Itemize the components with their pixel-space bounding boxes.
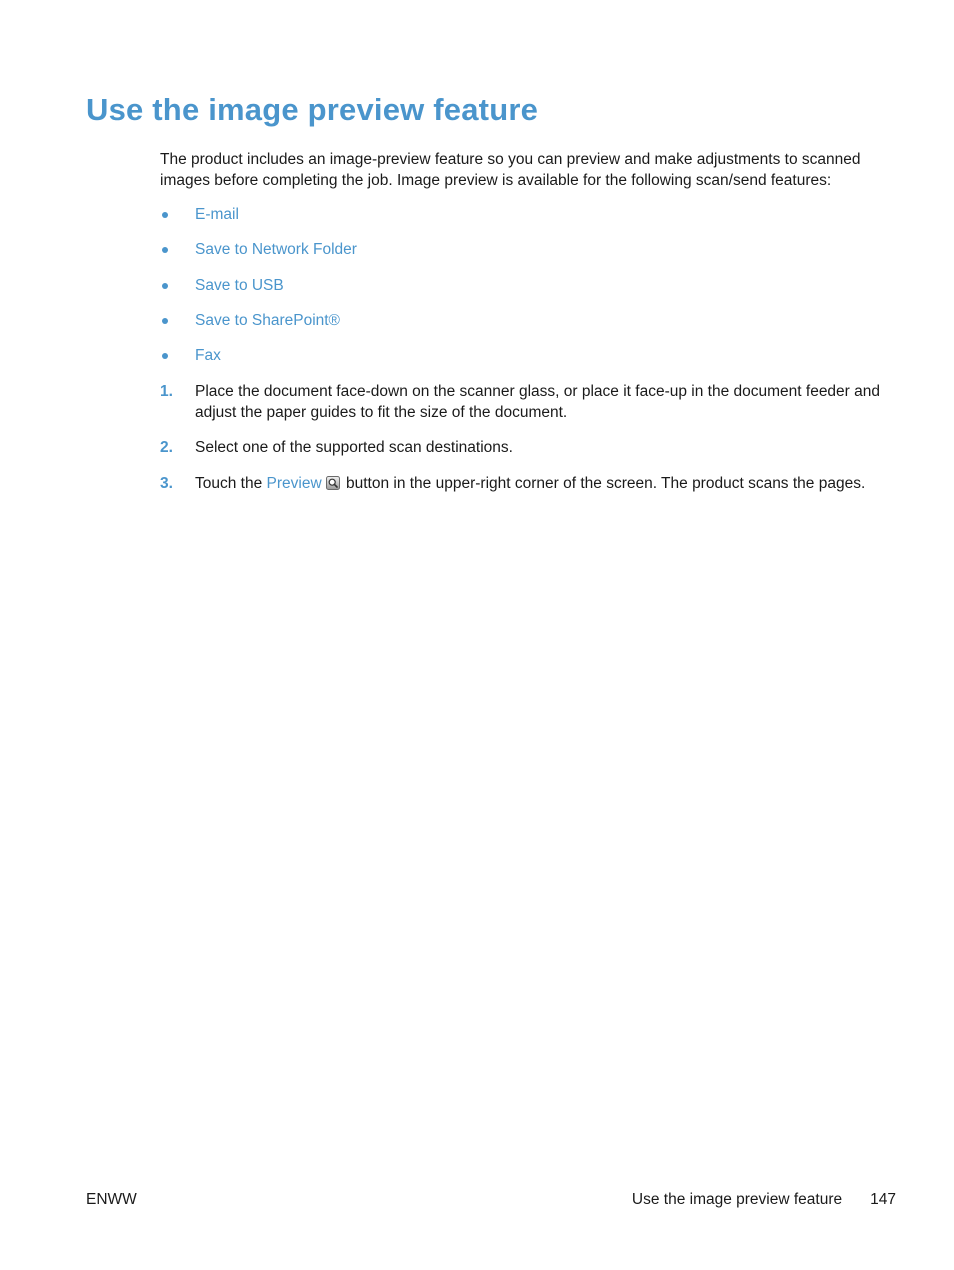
bullet-icon [162,318,168,324]
bullet-icon [162,212,168,218]
feature-link-fax[interactable]: Fax [195,347,221,365]
feature-link-usb[interactable]: Save to USB [195,276,284,294]
step-item [160,437,880,473]
preview-icon [326,475,340,489]
preview-link[interactable]: Preview [266,475,322,492]
step-number: 3. [160,475,173,492]
step-number: 2. [160,439,173,456]
step-item [160,381,880,437]
step-item [160,473,880,503]
step-number: 1. [160,383,173,400]
footer-code: ENWW [86,1191,137,1208]
intro-paragraph: The product includes an image-preview feature so you can preview and make adjustments to scanned images before completing the job. Image preview is available for the following scan/send features: [160,151,861,189]
feature-link-sharepoint[interactable]: Save to SharePoint® [195,311,340,329]
page-title: Use the image preview feature [86,92,539,127]
step-text: Place the document face-down on the scanner glass, or place it face-up in the document feeder and adjust the paper guides to fit the size of the document. [195,383,881,421]
step-text: Select one of the supported scan destinations. [195,439,513,456]
bullet-icon [162,247,168,253]
feature-link-email[interactable]: E-mail [195,206,239,223]
footer-section-title: Use the image preview feature [631,1191,843,1208]
steps-list [160,381,880,503]
bullet-icon [162,353,168,359]
footer-section [632,1189,896,1210]
bullet-icon [162,283,168,289]
feature-link-network-folder[interactable]: Save to Network Folder [195,241,357,259]
step-text-before: Touch the [195,475,267,492]
step-text-after: button in the upper-right corner of the screen. The product scans the pages. [341,475,866,492]
page-number: 147 [870,1191,896,1208]
